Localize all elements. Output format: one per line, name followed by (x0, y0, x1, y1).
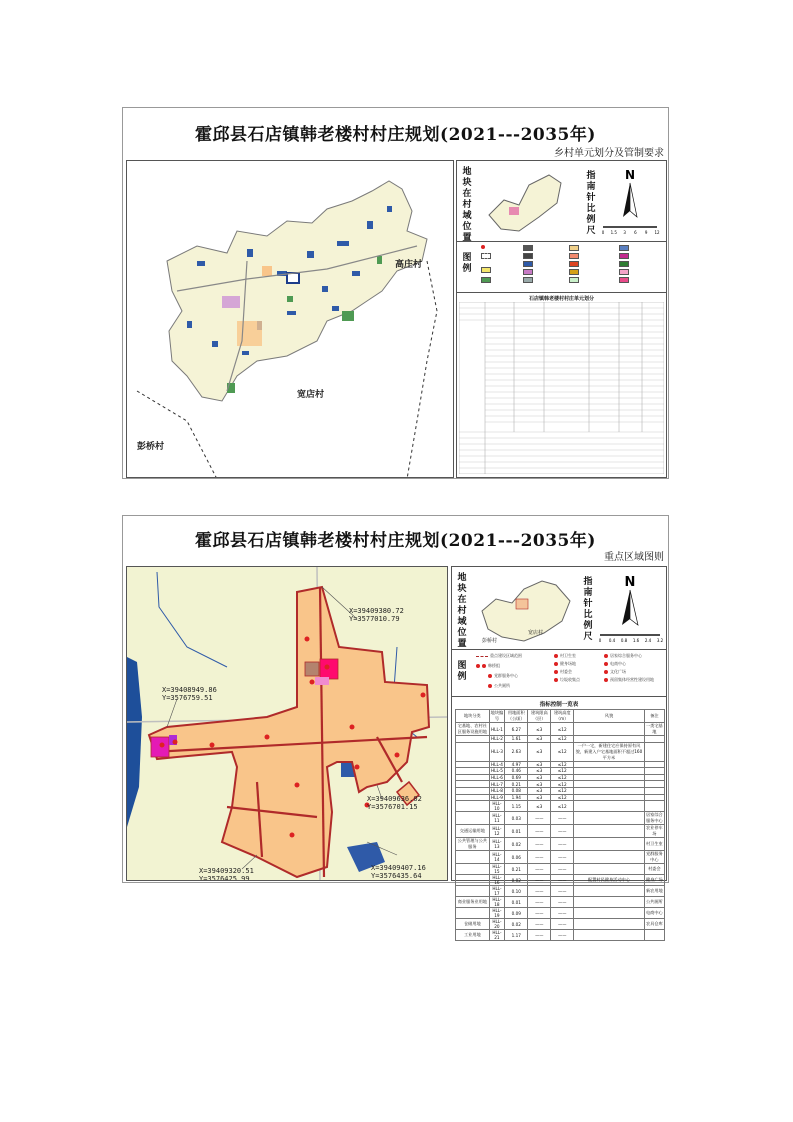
scale-tick-label: 2.4 (644, 638, 652, 643)
table-header: 风貌 (574, 710, 645, 723)
table-cell (456, 761, 490, 768)
table-cell (574, 723, 645, 736)
table-cell: 0.10 (505, 886, 528, 897)
table-cell: —— (528, 908, 551, 919)
table-cell: 4.97 (505, 761, 528, 768)
board-title: 霍邱县石店镇韩老楼村村庄规划(2021---2035年) (195, 531, 596, 551)
neighbor-village-south: 宽店村 (297, 390, 325, 400)
table-header: 备注 (644, 710, 664, 723)
table-row (456, 908, 665, 919)
table-cell: ≤3 (528, 736, 551, 743)
table-cell: —— (551, 919, 574, 930)
table-cell (644, 768, 664, 775)
scale-tick-label: 12 (654, 230, 660, 235)
neighbor-village-southwest: 彭桥村 (137, 442, 165, 452)
table-cell: 交通运输用地 (456, 825, 490, 838)
table-cell: HLL-3 (489, 742, 505, 761)
table-header: 用地面积（公顷） (505, 710, 528, 723)
table-cell: 配置村民健身活动中心 (574, 875, 645, 886)
table-cell: ≤3 (528, 801, 551, 812)
board-title: 霍邱县石店镇韩老楼村村庄规划(2021---2035年) (195, 125, 596, 145)
table-cell: 健身广场 (644, 875, 664, 886)
scale-tick-label: 6 (634, 230, 637, 235)
table-cell: ≤12 (551, 723, 574, 736)
table-cell: ≤3 (528, 774, 551, 781)
table-cell: ≤12 (551, 768, 574, 775)
table-cell (456, 768, 490, 775)
north-letter: N (624, 575, 636, 590)
table-cell: ≤12 (551, 761, 574, 768)
table-cell: 0.69 (505, 774, 528, 781)
table-cell: 1.61 (505, 736, 528, 743)
table-cell (644, 930, 664, 941)
planning-board-key-area (122, 515, 669, 941)
legend-label: 图例 (457, 661, 467, 682)
table-cell: 6.27 (505, 723, 528, 736)
compass-label: 指南针比例尺 (583, 577, 593, 642)
table-cell (456, 908, 490, 919)
table-cell (574, 864, 645, 875)
table-cell: 0.02 (505, 838, 528, 851)
table-row (456, 736, 665, 743)
table-cell: HLL-16 (489, 875, 505, 886)
table-cell: ≤12 (551, 774, 574, 781)
legend-item: 电商中心 (604, 661, 626, 667)
table-cell (574, 801, 645, 812)
coord-label-2: X=39408949.86 Y=3576759.51 (162, 686, 217, 702)
table-row (456, 886, 665, 897)
table-cell: HLL-20 (489, 919, 505, 930)
table-cell (456, 736, 490, 743)
settlement-area (222, 296, 240, 308)
legend-grid (474, 651, 666, 695)
table-cell (574, 812, 645, 825)
table-row (456, 919, 665, 930)
legend-item: 预留集体经营性建设用地 (604, 677, 654, 683)
table-cell (456, 875, 490, 886)
info-panel (451, 566, 667, 941)
village-map (126, 160, 454, 478)
table-cell: 公共管理与公共服务 (456, 838, 490, 851)
scale-tick-label: 0.4 (608, 638, 616, 643)
table-cell: ≤3 (528, 787, 551, 794)
table-row (456, 801, 665, 812)
table-cell: —— (528, 875, 551, 886)
table-row (456, 761, 665, 768)
table-cell: HLL-2 (490, 736, 503, 742)
table-cell (644, 781, 664, 788)
table-cell: —— (551, 930, 574, 941)
table-cell: ≤12 (551, 794, 574, 801)
table-cell: HLL-18 (489, 897, 505, 908)
table-cell: HLL-19 (489, 908, 505, 919)
minimap-label-east: 宽店村 (528, 630, 544, 636)
north-letter: N (624, 168, 636, 182)
table-cell: 商业服务业用地 (456, 897, 490, 908)
table-cell (574, 897, 645, 908)
table-row (456, 930, 665, 941)
index-control-table (455, 709, 665, 941)
table-header: 地块分类 (456, 710, 490, 723)
scale-tick-label: 0.8 (620, 638, 628, 643)
legend-item: 村委会 (554, 669, 572, 675)
table-cell: 公共厕所 (644, 897, 664, 908)
scale-tick-label: 9 (644, 230, 648, 235)
table-cell: 1.15 (505, 801, 528, 812)
legend-label: 图例 (462, 253, 472, 274)
table-cell: —— (551, 825, 574, 838)
legend-item: 文化广场 (604, 669, 626, 675)
table-row (456, 875, 665, 886)
table-cell (574, 838, 645, 851)
location-label: 地块在村域位置 (462, 167, 472, 243)
table-cell: ≤12 (551, 742, 574, 761)
scale-tick-label: 0 (598, 638, 602, 643)
table-row (456, 864, 665, 875)
table-cell: 新农用地 (644, 886, 664, 897)
table-cell: HLL-6 (490, 775, 503, 781)
legend-item: 村卫生室 (554, 653, 576, 659)
table-cell (456, 812, 490, 825)
table-header: 地块编号 (490, 710, 504, 721)
table-cell: 1.17 (505, 930, 528, 941)
table-header: 建筑限高（层） (528, 710, 551, 723)
table-cell: 0.21 (505, 864, 528, 875)
table-cell: HLL-9 (490, 794, 503, 800)
table-cell: —— (551, 908, 574, 919)
table-cell: —— (528, 838, 551, 851)
table-cell: 0.02 (505, 875, 528, 886)
table-row (456, 723, 665, 736)
table-cell: —— (528, 919, 551, 930)
table-row (456, 825, 665, 838)
table-cell (456, 864, 490, 875)
table-cell (456, 851, 490, 864)
table-cell (574, 768, 645, 775)
table-row (456, 794, 665, 801)
table-cell: 0.06 (505, 851, 528, 864)
table-cell (574, 908, 645, 919)
table-cell (574, 825, 645, 838)
table-row (456, 838, 665, 851)
table-row (456, 787, 665, 794)
table-cell (456, 886, 490, 897)
table-cell: —— (551, 897, 574, 908)
table-cell: HLL-8 (490, 788, 503, 794)
compass-arrow-icon (623, 183, 630, 217)
coord-label-4: X=39409320.51 Y=3576425.99 (199, 867, 254, 881)
table-cell: 农业停车场 (645, 825, 663, 837)
table-cell: —— (551, 875, 574, 886)
table-cell: ≤3 (528, 781, 551, 788)
table-cell: ≤3 (528, 794, 551, 801)
table-cell (574, 794, 645, 801)
table-header-row (456, 710, 665, 723)
table-cell: 居家综合服务中心 (645, 812, 663, 824)
info-panel (456, 160, 667, 478)
table-cell (644, 774, 664, 781)
table-cell: —— (528, 886, 551, 897)
legend-item-highlight: 韩桥组 (476, 663, 500, 669)
parcel-public (320, 659, 338, 679)
table-cell (574, 787, 645, 794)
scale-tick-label: 3.2 (656, 638, 664, 643)
table-cell (456, 787, 490, 794)
index-table-wrap (455, 709, 665, 941)
table-cell: ≤12 (551, 781, 574, 788)
table-cell: ≤12 (551, 736, 574, 743)
scale-tick-label: 3 (623, 230, 626, 235)
table-cell: HLL-14 (489, 851, 505, 864)
planning-board-units (122, 107, 669, 479)
table-row (456, 774, 665, 781)
table-cell: ≤12 (551, 801, 574, 812)
table-cell: 宅基地、农村社区服务设施用地 (456, 723, 490, 736)
legend-boundary: 重点建设区域范围 (476, 653, 522, 659)
table-cell: —— (528, 897, 551, 908)
table-cell: 0.01 (505, 897, 528, 908)
legend-item: 党群服务中心 (488, 673, 518, 679)
table-cell (574, 851, 645, 864)
legend-item: 垃圾收集点 (554, 677, 580, 683)
table-cell: 仓储用地 (456, 919, 490, 930)
coord-label-5: X=39409407.16 Y=3576435.64 (371, 864, 426, 880)
table-row (456, 851, 665, 864)
unit-table (459, 302, 664, 474)
table-cell: 0.21 (505, 781, 528, 788)
neighbor-village-east: 高庄村 (395, 260, 423, 270)
table-cell (456, 774, 490, 781)
table-cell (574, 761, 645, 768)
board-subtitle: 重点区域图则 (604, 552, 664, 563)
coord-label-1: X=39409380.72 Y=3577010.79 (349, 607, 404, 623)
table-cell: HLL-21 (489, 930, 505, 941)
compass-arrow-icon (622, 590, 630, 625)
table-cell: HLL-10 (489, 801, 505, 812)
table-cell: —— (528, 864, 551, 875)
table-cell (644, 736, 664, 743)
table-cell: ≤3 (528, 723, 551, 736)
location-label: 地块在村域位置 (457, 573, 467, 649)
table-body (456, 723, 665, 941)
table-cell: HLL-12 (489, 825, 505, 838)
table-cell: ≤3 (528, 761, 551, 768)
table-cell (456, 742, 490, 761)
table-cell: 2.63 (505, 742, 528, 761)
table-cell (644, 761, 664, 768)
table-cell: —— (551, 838, 574, 851)
table-cell: —— (551, 864, 574, 875)
table-cell: —— (551, 851, 574, 864)
legend-item: 居家综合服务中心 (604, 653, 642, 659)
table-cell (456, 794, 490, 801)
table-cell (574, 886, 645, 897)
board-subtitle: 乡村单元划分及管制要求 (554, 148, 664, 159)
table-cell: ≤3 (528, 742, 551, 761)
compass-scale (597, 167, 663, 235)
table-cell: HLL-7 (490, 781, 503, 787)
scale-tick-label: 1.5 (610, 230, 617, 235)
table-cell (456, 801, 490, 812)
table-cell: 0.08 (505, 787, 528, 794)
table-cell: HLL-1 (489, 723, 505, 736)
table-cell: —— (528, 825, 551, 838)
scale-tick-label: 0 (601, 230, 605, 235)
table-cell (456, 781, 490, 788)
table-cell: —— (528, 930, 551, 941)
table-cell: 村委会 (644, 864, 664, 875)
unit-table-title: 石店镇韩老楼村村庄单元划分 (528, 296, 594, 302)
minimap-label-west: 彭桥村 (482, 638, 498, 644)
table-cell (644, 794, 664, 801)
parcel-hanqiao (151, 737, 169, 757)
table-cell (574, 930, 645, 941)
table-header: 建筑高度（m） (551, 710, 574, 723)
table-cell: —— (551, 886, 574, 897)
table-cell: 一类宅基地 (645, 723, 663, 734)
table-row (456, 897, 665, 908)
index-table-title: 指标控制一览表 (539, 702, 579, 708)
key-area-boundary (149, 587, 429, 877)
table-cell: HLL-17 (489, 886, 505, 897)
parcel-service (305, 662, 319, 676)
table-cell: 工业用地 (456, 930, 490, 941)
village-map-graphic (127, 161, 454, 478)
table-cell: —— (528, 851, 551, 864)
table-cell: 电商中心 (644, 908, 664, 919)
table-cell: 0.09 (505, 908, 528, 919)
table-cell: 党群服务中心 (645, 851, 663, 863)
table-cell: 农具仓库 (644, 919, 664, 930)
table-cell: HLL-15 (489, 864, 505, 875)
table-cell: 0.46 (505, 768, 528, 775)
table-cell: HLL-11 (489, 812, 505, 825)
table-cell (574, 774, 645, 781)
table-cell: —— (551, 812, 574, 825)
table-cell: 1.94 (505, 794, 528, 801)
table-cell: 0.02 (505, 919, 528, 930)
table-cell (644, 787, 664, 794)
table-cell: ≤3 (528, 768, 551, 775)
table-cell: ≤12 (551, 787, 574, 794)
table-cell: 村卫生室 (644, 838, 664, 851)
table-cell: HLL-4 (490, 761, 503, 767)
table-cell (574, 781, 645, 788)
legend-item: 健身场地 (554, 661, 576, 667)
key-area-map (126, 566, 448, 881)
table-cell: 一户一宅，新建住宅应保持原有风貌，新建入户宅基地面积不超过160平方米 (575, 742, 643, 760)
river (127, 657, 142, 827)
table-cell (644, 801, 664, 812)
location-minimap (479, 165, 575, 241)
table-cell (574, 736, 645, 743)
legend-grid (479, 243, 664, 291)
table-cell: 0.03 (505, 812, 528, 825)
table-row (456, 768, 665, 775)
compass-label: 指南针比例尺 (586, 171, 596, 236)
coord-label-3: X=39409636.02 Y=3576701.15 (367, 795, 422, 811)
table-row (456, 742, 665, 761)
legend-item: 公共厕所 (488, 683, 510, 689)
table-cell: HLL-13 (489, 838, 505, 851)
table-row (456, 781, 665, 788)
table-row (456, 812, 665, 825)
table-cell: HLL-5 (490, 768, 503, 774)
compass-scale (596, 573, 664, 643)
table-cell (574, 919, 645, 930)
table-cell (644, 742, 664, 761)
table-cell: 0.01 (505, 825, 528, 838)
table-cell: —— (528, 812, 551, 825)
scale-tick-label: 1.6 (632, 638, 640, 643)
